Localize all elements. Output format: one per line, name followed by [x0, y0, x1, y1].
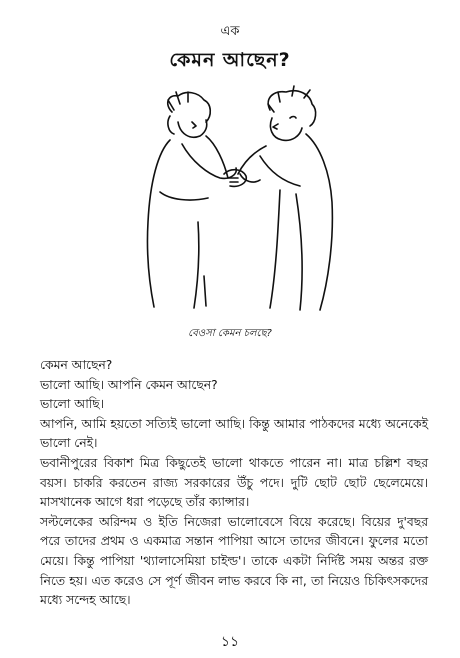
chapter-title: কেমন আছেন? [169, 49, 291, 71]
paragraph: ভালো আছি। [40, 397, 105, 412]
illustration-caption: বেওসা কেমন চলছে? [188, 328, 272, 339]
paragraph: আপনি, আমি হয়তো সত্যিই ভালো আছি। কিন্তু আমার পাঠকদের মধ্যে অনেকেই ভালো নেই। [40, 416, 428, 451]
two-men-conversing-sketch-icon [120, 82, 345, 317]
paragraph: কেমন আছেন? [40, 358, 113, 372]
paragraph: ভবানীপুরের বিকাশ মিত্র কিছুতেই ভালো থাকতে পারেন না। মাত্র চল্লিশ বছর বয়স। চাকরি করতেন রাজ্য সরকারের উঁচু পদে। দুটি ছোট ছোট ছেলেমেয়ে। মাসখানেক আগে ধরা পড়েছে তাঁর ক্যান্সার। [40, 455, 428, 510]
body-text [40, 356, 428, 611]
page-number: ১১ [220, 634, 240, 650]
paragraph: ভালো আছি। আপনি কেমন আছেন? [40, 377, 218, 392]
chapter-number: এক [220, 24, 240, 39]
paragraph: সল্টলেকের অরিন্দম ও ইতি নিজেরা ভালোবেসে বিয়ে করেছে। বিয়ের দু'বছর পরে তাদের প্রথম ও একমাত্র সন্তান পাপিয়া আসে তাদের জীবনে। ফুলের মতো মেয়ে। কিন্তু পাপিয়া 'থ্যালাসেমিয়া চাইল্ড'। তাকে একটা নির্দিষ্ট সময় অন্তর রক্ত নিতে হয়। এত করেও সে পূর্ণ জীবন লাভ করবে কি না, তা নিয়েও চিকিৎসকদের মধ্যে সন্দেহ আছে। [40, 514, 428, 608]
